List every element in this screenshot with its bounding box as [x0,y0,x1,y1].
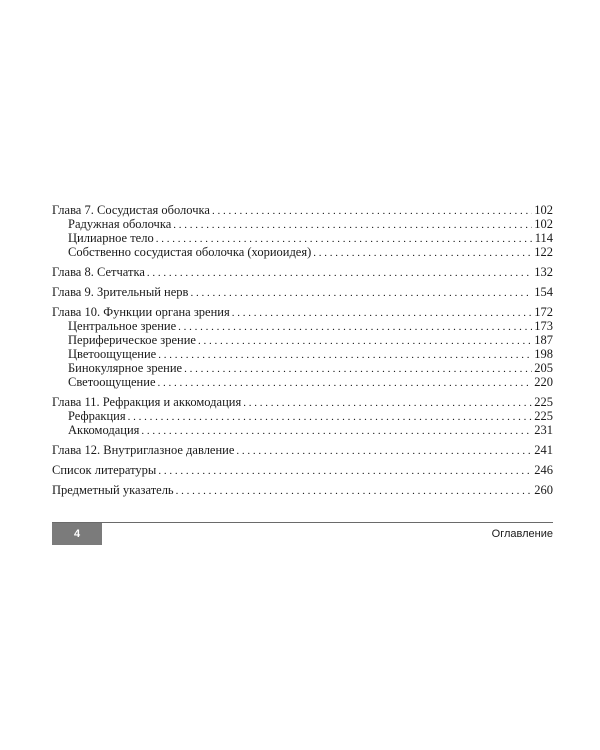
toc-entry-page: 114 [534,231,553,245]
toc-entry[interactable] [52,347,553,361]
toc-entry[interactable] [52,319,553,333]
toc-entry-title: Глава 12. Внутриглазное давление [52,443,235,457]
page-footer [52,522,553,545]
running-head: Оглавление [491,528,553,540]
dot-leader [147,266,532,280]
toc-entry[interactable] [52,443,553,457]
toc-entry-title: Рефракция [68,409,126,423]
toc-entry-title: Список литературы [52,463,157,477]
toc-entry-title: Глава 9. Зрительный нерв [52,285,189,299]
dot-leader [141,424,532,438]
toc-entry-title: Глава 10. Функции органа зрения [52,305,230,319]
toc-entry-page: 122 [534,245,553,259]
dot-leader [158,464,532,478]
toc-entry[interactable] [52,483,553,497]
dot-leader [232,306,533,320]
toc-entry-page: 172 [534,305,553,319]
toc-entry-page: 173 [534,319,553,333]
dot-leader [158,348,532,362]
toc-entry[interactable] [52,285,553,299]
toc-entry[interactable] [52,463,553,477]
toc-entry[interactable] [52,245,553,259]
toc-entry[interactable] [52,423,553,437]
toc-entry-title: Предметный указатель [52,483,174,497]
toc-entry-title: Периферическое зрение [68,333,196,347]
toc-entry-title: Цилиарное тело [68,231,154,245]
dot-leader [173,218,532,232]
table-of-contents [52,203,553,497]
toc-entry-page: 225 [534,395,553,409]
toc-entry-title: Цветоощущение [68,347,157,361]
page-number-badge: 4 [52,523,102,545]
dot-leader [176,484,533,498]
toc-entry-page: 102 [534,217,553,231]
toc-entry-title: Светоощущение [68,375,156,389]
dot-leader [158,376,533,390]
toc-entry[interactable] [52,361,553,375]
dot-leader [178,320,532,334]
toc-entry-title: Глава 7. Сосудистая оболочка [52,203,210,217]
dot-leader [156,232,533,246]
toc-entry[interactable] [52,217,553,231]
toc-entry[interactable] [52,305,553,319]
toc-entry-page: 198 [534,347,553,361]
toc-entry[interactable] [52,409,553,423]
toc-entry-title: Аккомодация [68,423,140,437]
toc-entry-title: Глава 8. Сетчатка [52,265,145,279]
dot-leader [212,204,532,218]
toc-entry[interactable] [52,395,553,409]
dot-leader [243,396,532,410]
dot-leader [184,362,532,376]
toc-entry-page: 154 [534,285,553,299]
toc-entry-title: Глава 11. Рефракция и аккомодация [52,395,242,409]
dot-leader [128,410,533,424]
toc-entry-page: 132 [534,265,553,279]
dot-leader [198,334,532,348]
toc-entry-title: Бинокулярное зрение [68,361,183,375]
toc-entry-page: 241 [534,443,553,457]
toc-entry-title: Центральное зрение [68,319,177,333]
toc-entry-page: 220 [534,375,553,389]
toc-entry-page: 225 [534,409,553,423]
toc-entry[interactable] [52,203,553,217]
toc-entry-page: 187 [534,333,553,347]
toc-entry-page: 102 [534,203,553,217]
toc-entry[interactable] [52,333,553,347]
toc-entry-page: 260 [534,483,553,497]
toc-entry-title: Собственно сосудистая оболочка (хориоидея) [68,245,312,259]
toc-entry-page: 246 [534,463,553,477]
toc-entry-page: 231 [534,423,553,437]
dot-leader [236,444,532,458]
dot-leader [190,286,532,300]
toc-entry[interactable] [52,231,553,245]
toc-entry-title: Радужная оболочка [68,217,172,231]
dot-leader [313,246,532,260]
toc-entry[interactable] [52,375,553,389]
toc-entry-page: 205 [534,361,553,375]
toc-entry[interactable] [52,265,553,279]
